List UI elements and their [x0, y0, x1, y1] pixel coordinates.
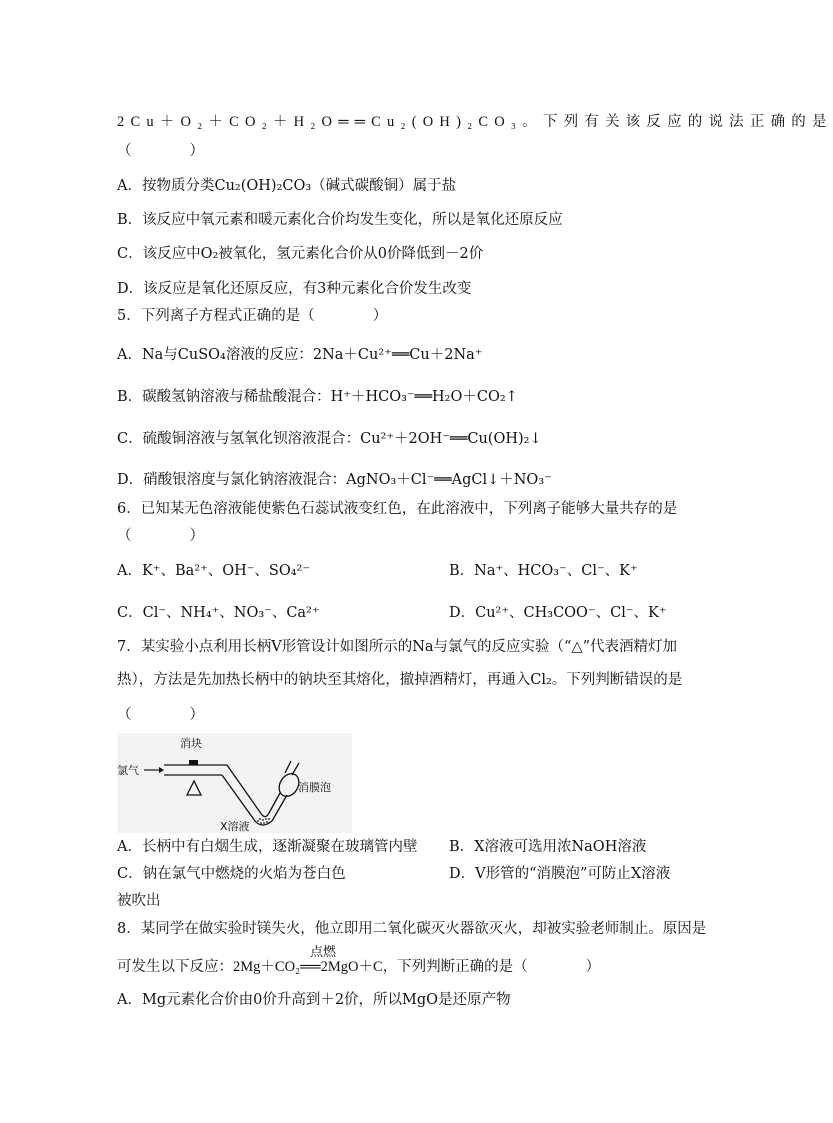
figure-label-chlorine: 氯气 — [117, 764, 139, 777]
q4-option-b: B．该反应中氧元素和暖元素化合价均发生变化，所以是氧化还原反应 — [117, 212, 563, 228]
q6-option-d: D．Cu²⁺、CH₃COO⁻、Cl⁻、K⁺ — [449, 605, 667, 621]
q8-eq-prefix: 可发生以下反应： — [117, 959, 233, 975]
q4-blank: （ ） — [117, 143, 204, 159]
q4-equation: 2Cu＋O₂＋CO₂＋H₂O══Cu₂(OH)₂CO₃ — [117, 114, 523, 130]
q7-blank: （ ） — [117, 707, 204, 723]
q6-blank: （ ） — [117, 528, 204, 544]
figure-label-sodium: 消块 — [180, 737, 202, 750]
q8-equation: 2Mg＋CO₂══2MgO＋C — [233, 959, 383, 975]
q4-option-c: C．该反应中O₂被氧化，氢元素化合价从0价降低到－2价 — [117, 246, 484, 262]
q7-stem-line1: 7．某实验小点利用长柄V形管设计如图所示的Na与氯气的反应实验（“△”代表酒精灯加 — [117, 639, 678, 655]
q8-stem-line2 — [117, 957, 600, 977]
q8-option-a: A．Mg元素化合价由0价升高到＋2价，所以MgO是还原产物 — [117, 992, 511, 1008]
figure-label-foam: 消膜泡 — [298, 781, 331, 794]
q6-stem: 6．已知某无色溶液能使紫色石蕊试液变红色，在此溶液中，下列离子能够大量共存的是 — [117, 501, 678, 517]
sodium-block-icon — [189, 760, 198, 765]
q6-option-a: A．K⁺、Ba²⁺、OH⁻、SO₄²⁻ — [117, 563, 311, 579]
q7-option-d-continued: 被吹出 — [117, 893, 161, 909]
q5-option-a: A．Na与CuSO₄溶液的反应：2Na＋Cu²⁺══Cu＋2Na⁺ — [117, 347, 483, 363]
q7-option-a: A．长柄中有白烟生成，逐渐凝聚在玻璃管内壁 — [117, 839, 418, 855]
q8-eq-suffix: ，下列判断正确的是（ ） — [382, 959, 601, 975]
q5-option-d: D．硝酸银溶度与氯化钠溶液混合：AgNO₃＋Cl⁻══AgCl↓＋NO₃⁻ — [117, 472, 552, 488]
q6-option-b: B．Na⁺、HCO₃⁻、Cl⁻、K⁺ — [449, 563, 638, 579]
q4-option-d: D．该反应是氧化还原反应，有3种元素化合价发生改变 — [117, 281, 472, 297]
figure-label-solution: X溶液 — [220, 820, 250, 833]
q6-option-c: C．Cl⁻、NH₄⁺、NO₃⁻、Ca²⁺ — [117, 605, 320, 621]
q7-option-b: B．X溶液可选用浓NaOH溶液 — [449, 839, 647, 855]
q7-option-d: D．V形管的“消膜泡”可防止X溶液 — [449, 866, 671, 882]
q4-option-a: A．按物质分类Cu₂(OH)₂CO₃（碱式碳酸铜）属于盐 — [117, 178, 457, 194]
q5-option-c: C．硫酸铜溶液与氢氧化钡溶液混合：Cu²⁺＋2OH⁻══Cu(OH)₂↓ — [117, 431, 542, 447]
q4-stem — [117, 112, 833, 132]
q7-stem-line2: 热），方法是先加热长柄中的钠块至其熔化，撤掉酒精灯，再通入Cl₂。下列判断错误的是 — [117, 672, 683, 688]
q4-stem-text: 。下列有关该反应的说法正确的是 — [522, 114, 833, 130]
q8-reaction-condition: 点燃 — [310, 945, 337, 960]
q7-option-c: C．钠在氯气中燃烧的火焰为苍白色 — [117, 866, 346, 882]
v-tube-apparatus-figure — [117, 733, 352, 833]
q5-stem: 5．下列离子方程式正确的是（ ） — [117, 308, 388, 324]
q8-stem-line1: 8．某同学在做实验时镁失火，他立即用二氧化碳灭火器欲灭火，却被实验老师制止。原因是 — [117, 921, 707, 937]
q5-option-b: B．碳酸氢钠溶液与稀盐酸混合：H⁺＋HCO₃⁻══H₂O＋CO₂↑ — [117, 389, 518, 405]
